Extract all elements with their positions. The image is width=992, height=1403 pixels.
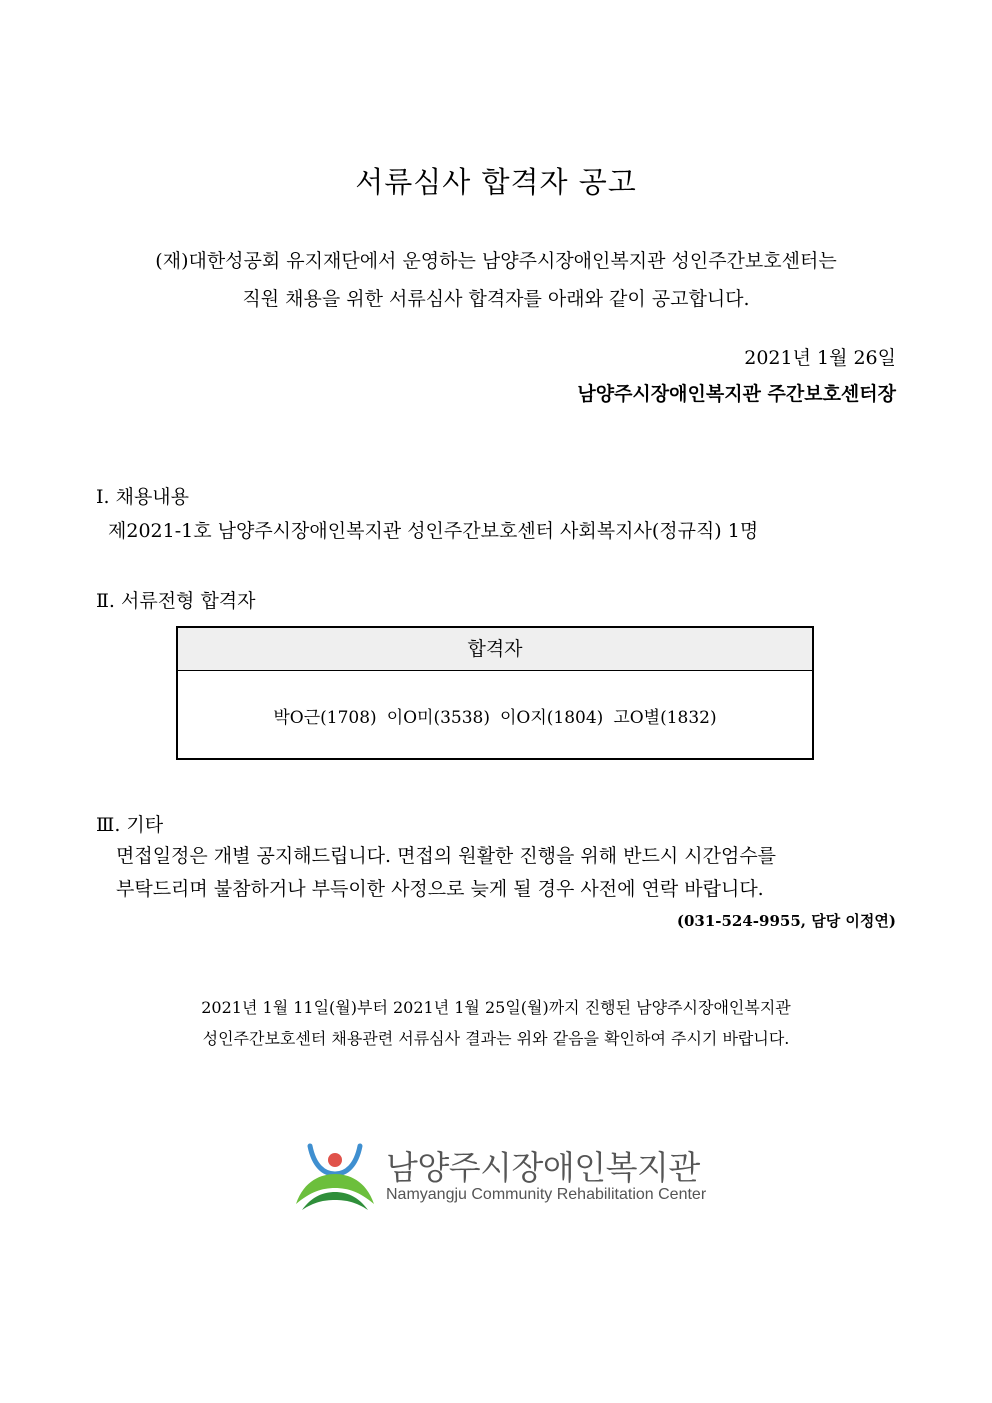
logo-emblem-icon [294, 1140, 376, 1214]
recruitment-details: 제2021-1호 남양주시장애인복지관 성인주간보호센터 사회복지사(정규직) 1명 [108, 520, 759, 542]
other-notes [116, 840, 776, 906]
announcement-date: 2021년 1월 26일 [744, 347, 896, 369]
organization-logo [294, 1140, 707, 1214]
date-block [577, 340, 896, 412]
section-heading-recruitment: Ⅰ. 채용내용 [96, 486, 190, 508]
passer-entry: 이O지(1804) [500, 707, 604, 728]
passer-entry: 박O근(1708) [273, 707, 377, 728]
other-note-line: 부탁드리며 불참하거나 부득이한 사정으로 늦게 될 경우 사전에 연락 바랍니다. [116, 878, 764, 900]
closing-line: 성인주간보호센터 채용관련 서류심사 결과는 위와 같음을 확인하여 주시기 바랍니다. [202, 1029, 790, 1048]
passer-table-header: 합격자 [178, 628, 812, 671]
intro-line: 직원 채용을 위한 서류심사 합격자를 아래와 같이 공고합니다. [242, 288, 750, 310]
passer-entry: 이O미(3538) [386, 707, 490, 728]
passer-table [176, 626, 814, 760]
passer-table-body [178, 671, 812, 759]
section-heading-passers: Ⅱ. 서류전형 합격자 [96, 590, 256, 612]
logo-english-name: Namyangju Community Rehabilitation Center [386, 1186, 707, 1203]
closing-line: 2021년 1월 11일(월)부터 2021년 1월 25일(월)까지 진행된 남양주시장애인복지관 [201, 998, 791, 1017]
page-title: 서류심사 합격자 공고 [355, 165, 637, 199]
intro-line: (재)대한성공회 유지재단에서 운영하는 남양주시장애인복지관 성인주간보호센터는 [155, 250, 837, 272]
logo-korean-name: 남양주시장애인복지관 [386, 1148, 700, 1187]
section-heading-other: Ⅲ. 기타 [96, 814, 164, 836]
passer-entry: 고O별(1832) [613, 707, 717, 728]
intro-paragraph [0, 242, 992, 318]
contact-info: (031-524-9955, 담당 이정연) [676, 912, 896, 930]
issuer-name: 남양주시장애인복지관 주간보호센터장 [577, 383, 896, 405]
closing-paragraph [0, 992, 992, 1054]
other-note-line: 면접일정은 개별 공지해드립니다. 면접의 원활한 진행을 위해 반드시 시간엄수를 [116, 845, 777, 867]
